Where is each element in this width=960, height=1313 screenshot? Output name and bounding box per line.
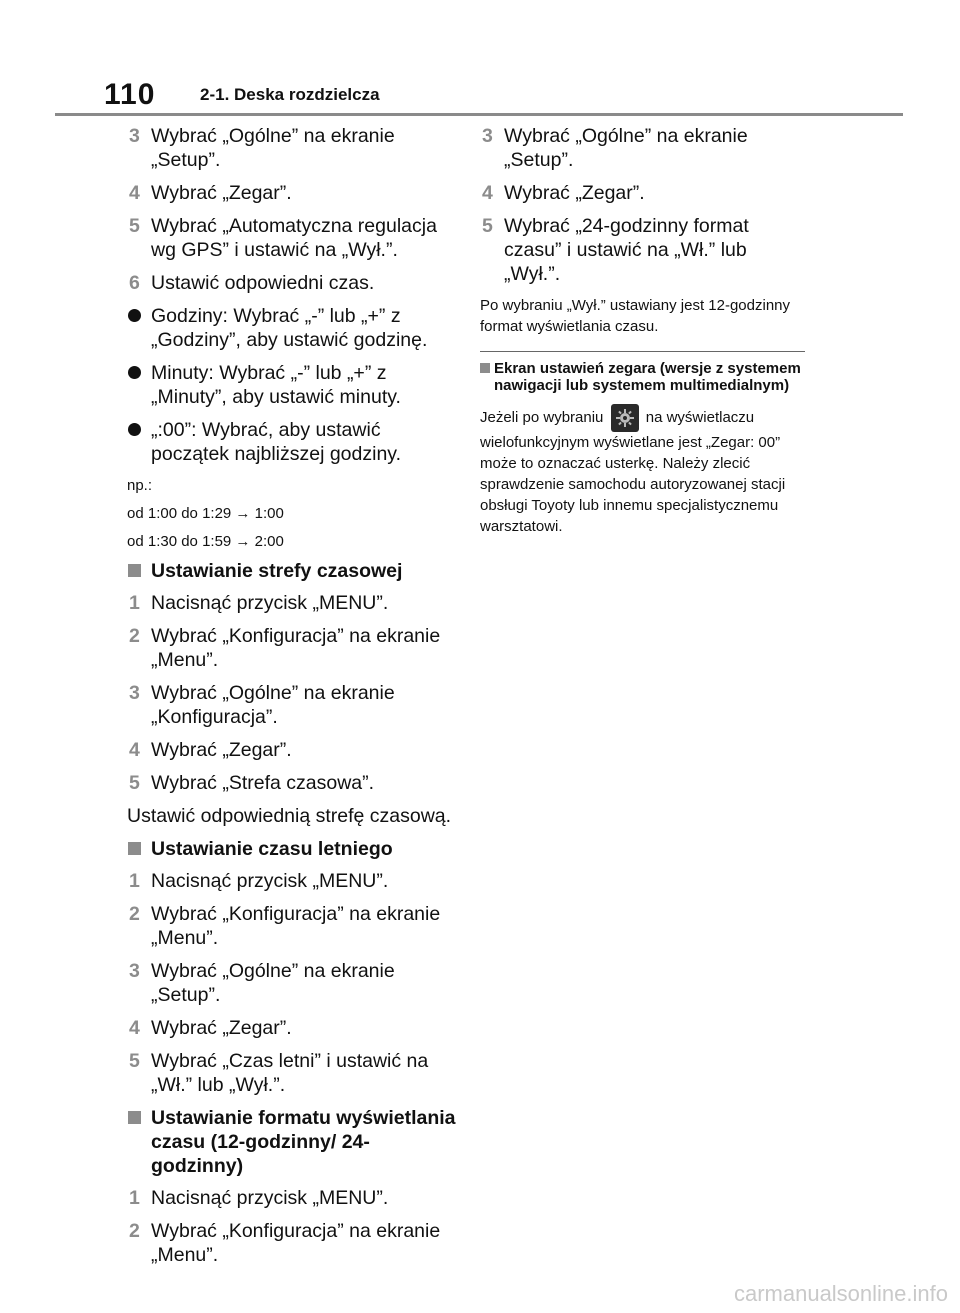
square-bullet-icon (128, 1111, 141, 1124)
step-item: 4 Wybrać „Zegar”. (482, 182, 645, 204)
example-label: np.: (127, 477, 153, 494)
step-item: 2 Wybrać „Konfiguracja” na ekranie „Menu”. (129, 1220, 441, 1266)
square-bullet-icon (128, 564, 141, 577)
left-column (127, 124, 457, 1276)
square-bullet-icon (128, 842, 141, 855)
watermark: carmanualsonline.info (733, 1281, 948, 1306)
bullet-dot-icon (128, 366, 141, 379)
step-item: 5 Wybrać „24-godzinny format czasu” i ustawić na „Wł.” lub „Wył.”. (482, 215, 749, 285)
page-number: 110 (104, 78, 156, 111)
step-item: 3 Wybrać „Ogólne” na ekranie „Setup”. (129, 125, 395, 171)
bullet-dot-icon (128, 423, 141, 436)
section-heading: Ekran ustawień zegara (wersje z systemem nawigacji lub systemem multimedialnym) (480, 360, 805, 394)
step-item: 5 Wybrać „Czas letni” i ustawić na „Wł.” lub „Wył.”. (129, 1050, 429, 1096)
step-item: 3 Wybrać „Ogólne” na ekranie „Setup”. (482, 125, 748, 171)
step-item: 2 Wybrać „Konfiguracja” na ekranie „Menu”. (129, 625, 441, 671)
step-item: 4 Wybrać „Zegar”. (129, 1017, 292, 1039)
page-header (104, 76, 904, 116)
settings-gear-icon (611, 404, 639, 432)
step-item: 6 Ustawić odpowiedni czas. (129, 272, 375, 294)
right-column (480, 124, 805, 544)
section-heading: Ustawianie formatu wyświetlania czasu (12-godzinny/ 24-godzinny) (127, 1106, 457, 1178)
section-heading: Ustawianie czasu letniego (127, 837, 457, 861)
section-divider (480, 351, 805, 352)
step-item: 4 Wybrać „Zegar”. (129, 182, 292, 204)
square-bullet-icon (480, 363, 490, 373)
step-item: 5 Wybrać „Automatyczna regulacja wg GPS” i ustawić na „Wył.”. (129, 215, 437, 261)
timezone-note: Ustawić odpowiednią strefę czasową. (127, 805, 452, 827)
bullet-dot-icon (128, 309, 141, 322)
bullet-item: „:00”: Wybrać, aby ustawić początek najbliższej godziny. (127, 418, 457, 466)
bullet-item: Godziny: Wybrać „-” lub „+” z „Godziny”, aby ustawić godzinę. (127, 304, 457, 352)
example-line: od 1:00 do 1:29 → 1:00 (127, 505, 284, 522)
step-item: 3 Wybrać „Ogólne” na ekranie „Konfiguracja”. (129, 682, 395, 728)
step-item: 4 Wybrać „Zegar”. (129, 739, 292, 761)
example-line: od 1:30 do 1:59 → 2:00 (127, 533, 284, 550)
format-note: Po wybraniu „Wył.” ustawiany jest 12-godzinny format wyświetlania czasu. (480, 297, 790, 335)
section-title: 2-1. Deska rozdzielcza (200, 85, 380, 104)
step-item: 2 Wybrać „Konfiguracja” na ekranie „Menu”. (129, 903, 441, 949)
step-item: 1 Nacisnąć przycisk „MENU”. (129, 870, 389, 892)
screen-note: Jeżeli po wybraniu na wyświetlaczu wielofunkcyjnym wyświetlane jest „Zegar: 00” może to oznaczać usterkę. Należy zlecić sprawdzenie samochodu autoryzowanej stacji obsługi Toyoty lub innemu specjalistycznemu warsztatowi. (480, 404, 805, 537)
step-item: 1 Nacisnąć przycisk „MENU”. (129, 592, 389, 614)
step-item: 1 Nacisnąć przycisk „MENU”. (129, 1187, 389, 1209)
header-rule (55, 113, 903, 116)
bullet-item: Minuty: Wybrać „-” lub „+” z „Minuty”, aby ustawić minuty. (127, 361, 457, 409)
section-heading: Ustawianie strefy czasowej (127, 559, 457, 583)
step-item: 3 Wybrać „Ogólne” na ekranie „Setup”. (129, 960, 395, 1006)
step-item: 5 Wybrać „Strefa czasowa”. (129, 772, 375, 794)
